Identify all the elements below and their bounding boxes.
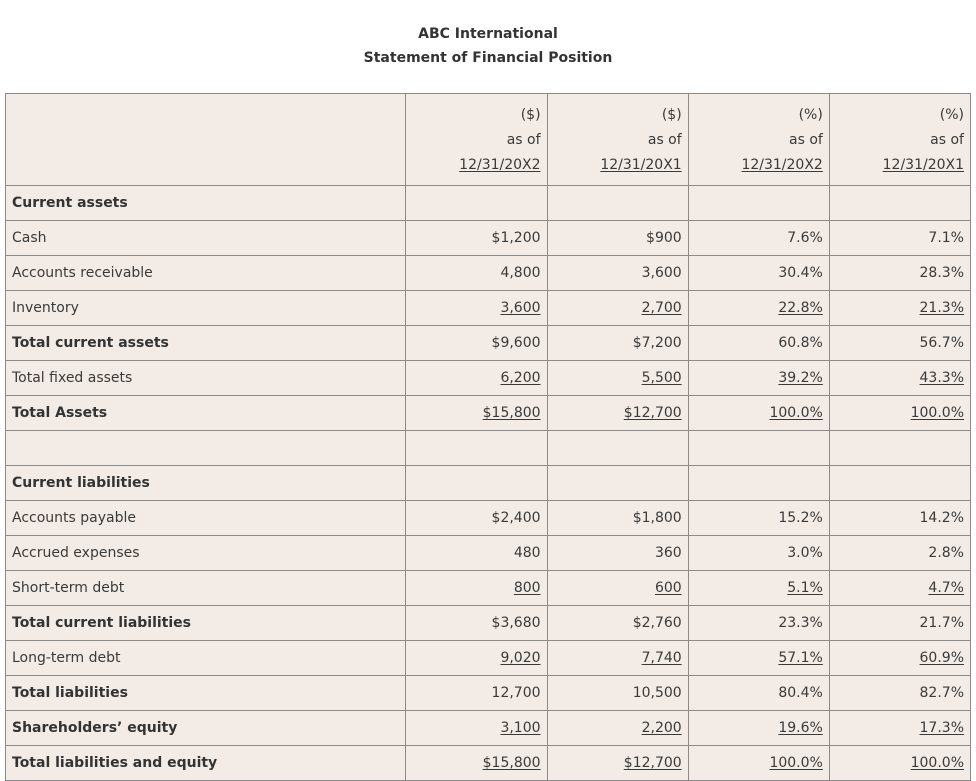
- value-cell: 15.2%: [688, 501, 829, 536]
- column-header: ($) as of 12/31/20X2: [406, 94, 547, 186]
- value-cell: $12,700: [547, 396, 688, 431]
- value-cell: $1,800: [547, 501, 688, 536]
- row-label: Accounts payable: [6, 501, 406, 536]
- row-label: Current liabilities: [6, 466, 406, 501]
- value-cell: [688, 466, 829, 501]
- row-label: Current assets: [6, 186, 406, 221]
- value-cell: 23.3%: [688, 606, 829, 641]
- value-cell: 2,200: [547, 711, 688, 746]
- value-cell: 17.3%: [829, 711, 970, 746]
- value-cell: 10,500: [547, 676, 688, 711]
- value-cell: $15,800: [406, 746, 547, 781]
- statement-titles: [0, 22, 976, 70]
- value-cell: 21.3%: [829, 291, 970, 326]
- value-cell: 43.3%: [829, 361, 970, 396]
- row-label: Accrued expenses: [6, 536, 406, 571]
- value-cell: 800: [406, 571, 547, 606]
- table-row: [6, 361, 971, 396]
- financial-position-table: [5, 93, 971, 781]
- value-cell: 22.8%: [688, 291, 829, 326]
- table-row: [6, 536, 971, 571]
- table-row: [6, 396, 971, 431]
- table-row: [6, 501, 971, 536]
- value-cell: 600: [547, 571, 688, 606]
- value-cell: $2,760: [547, 606, 688, 641]
- row-label: Total Assets: [6, 396, 406, 431]
- table-row: [6, 186, 971, 221]
- table-row: [6, 606, 971, 641]
- value-cell: 4.7%: [829, 571, 970, 606]
- table-row: [6, 431, 971, 466]
- value-cell: 7.6%: [688, 221, 829, 256]
- value-cell: 56.7%: [829, 326, 970, 361]
- header-blank-cell: [6, 94, 406, 186]
- column-header: (%) as of 12/31/20X1: [829, 94, 970, 186]
- company-name: ABC International: [418, 26, 558, 42]
- value-cell: [688, 431, 829, 466]
- value-cell: [406, 466, 547, 501]
- table-row: [6, 291, 971, 326]
- value-cell: [406, 186, 547, 221]
- table-row: [6, 466, 971, 501]
- row-label: Total current assets: [6, 326, 406, 361]
- value-cell: $12,700: [547, 746, 688, 781]
- value-cell: 39.2%: [688, 361, 829, 396]
- value-cell: $2,400: [406, 501, 547, 536]
- value-cell: [547, 466, 688, 501]
- table-row: [6, 641, 971, 676]
- value-cell: 6,200: [406, 361, 547, 396]
- table-header-row: [6, 94, 971, 186]
- row-label: Total liabilities and equity: [6, 746, 406, 781]
- row-label: Short-term debt: [6, 571, 406, 606]
- value-cell: 7,740: [547, 641, 688, 676]
- value-cell: $9,600: [406, 326, 547, 361]
- table-row: [6, 221, 971, 256]
- row-label: Total liabilities: [6, 676, 406, 711]
- value-cell: $900: [547, 221, 688, 256]
- value-cell: 100.0%: [829, 396, 970, 431]
- value-cell: 80.4%: [688, 676, 829, 711]
- value-cell: 9,020: [406, 641, 547, 676]
- value-cell: 3,100: [406, 711, 547, 746]
- table-row: [6, 571, 971, 606]
- value-cell: 3,600: [547, 256, 688, 291]
- value-cell: [406, 431, 547, 466]
- value-cell: $3,680: [406, 606, 547, 641]
- value-cell: 3,600: [406, 291, 547, 326]
- value-cell: [829, 466, 970, 501]
- value-cell: 2.8%: [829, 536, 970, 571]
- row-label: Total fixed assets: [6, 361, 406, 396]
- value-cell: 480: [406, 536, 547, 571]
- value-cell: 5,500: [547, 361, 688, 396]
- value-cell: 360: [547, 536, 688, 571]
- table-row: [6, 746, 971, 781]
- value-cell: 4,800: [406, 256, 547, 291]
- value-cell: 14.2%: [829, 501, 970, 536]
- value-cell: 12,700: [406, 676, 547, 711]
- value-cell: [688, 186, 829, 221]
- value-cell: 60.8%: [688, 326, 829, 361]
- table-row: [6, 326, 971, 361]
- table-row: [6, 711, 971, 746]
- value-cell: [547, 431, 688, 466]
- value-cell: $1,200: [406, 221, 547, 256]
- value-cell: 82.7%: [829, 676, 970, 711]
- value-cell: 60.9%: [829, 641, 970, 676]
- value-cell: 100.0%: [829, 746, 970, 781]
- statement-title: Statement of Financial Position: [363, 50, 613, 66]
- row-label: [6, 431, 406, 466]
- value-cell: 21.7%: [829, 606, 970, 641]
- row-label: Long-term debt: [6, 641, 406, 676]
- row-label: Shareholders’ equity: [6, 711, 406, 746]
- column-header: ($) as of 12/31/20X1: [547, 94, 688, 186]
- value-cell: 7.1%: [829, 221, 970, 256]
- row-label: Total current liabilities: [6, 606, 406, 641]
- table-row: [6, 676, 971, 711]
- column-header: (%) as of 12/31/20X2: [688, 94, 829, 186]
- value-cell: 2,700: [547, 291, 688, 326]
- table-row: [6, 256, 971, 291]
- value-cell: [829, 186, 970, 221]
- value-cell: 3.0%: [688, 536, 829, 571]
- value-cell: [829, 431, 970, 466]
- value-cell: [547, 186, 688, 221]
- value-cell: 19.6%: [688, 711, 829, 746]
- row-label: Cash: [6, 221, 406, 256]
- value-cell: 30.4%: [688, 256, 829, 291]
- value-cell: $15,800: [406, 396, 547, 431]
- value-cell: 57.1%: [688, 641, 829, 676]
- value-cell: 28.3%: [829, 256, 970, 291]
- value-cell: $7,200: [547, 326, 688, 361]
- value-cell: 100.0%: [688, 746, 829, 781]
- value-cell: 5.1%: [688, 571, 829, 606]
- value-cell: 100.0%: [688, 396, 829, 431]
- row-label: Inventory: [6, 291, 406, 326]
- row-label: Accounts receivable: [6, 256, 406, 291]
